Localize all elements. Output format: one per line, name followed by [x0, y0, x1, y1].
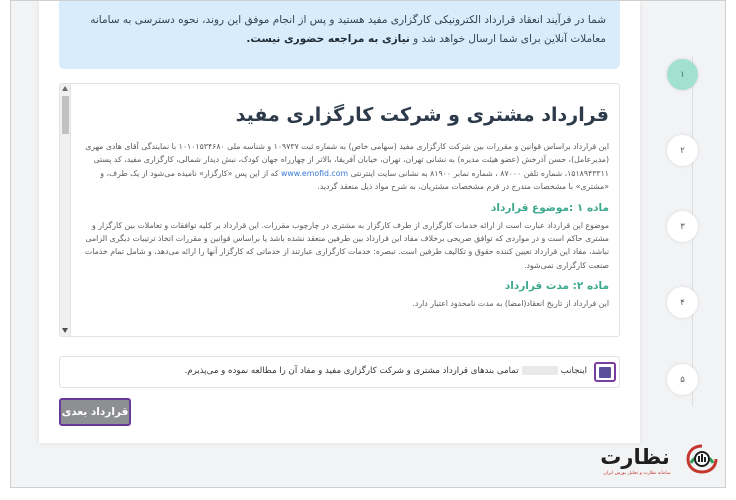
article-1-body: موضوع این قرارداد عبارت است از ارائه خدمات کارگزاری از طرف کارگزار به مشتری در چارچوب مقررات. این قرارداد بر کلیه توافقات و تعاملات بین کارگزار و مشتری حاکم است و در مواردی که توافق صریحی برخلاف مفاد این قرارداد بین طرفین منعقد نشده باشد یا براساس قوانین و مقررات اتخاذ ترتیبات دیگری الزامی نباشد، مفاد این قرارداد تعیین کننده حقوق و تکالیف طرفین است. تبصره: خدمات کارگزاری عبارتند از خدماتی که کارگزار آنها را ارائه می‌دهد، و شامل تمام خدمات صنعت کارگزاری نمی‌شود.	[84, 220, 609, 270]
notice-line-2-text: معاملات آنلاین برای شما ارسال خواهد شد و	[409, 33, 606, 45]
next-contract-button[interactable]: قرارداد بعدی	[59, 398, 131, 426]
step-2[interactable]: ۲	[667, 135, 698, 166]
article-2-body: این قرارداد از تاریخ انعقاد(امضا) به مدت نامحدود اعتبار دارد.	[412, 299, 609, 309]
contract-body	[77, 84, 609, 336]
contract-text-box[interactable]	[59, 83, 620, 337]
step-3[interactable]: ۳	[667, 211, 698, 242]
agreement-prefix: اینجانب	[560, 366, 587, 376]
article-2-title: ماده ۲: مدت قرارداد	[504, 280, 609, 293]
agreement-suffix: تمامی بندهای قرارداد مشتری و شرکت کارگزاری مفید و مفاد آن را مطالعه نموده و می‌پذیرم.	[184, 366, 519, 376]
contract-scrollbar[interactable]	[60, 84, 71, 336]
step-1[interactable]: ۱	[667, 59, 698, 90]
contract-intro-text: این قرارداد براساس قوانین و مقررات بین شرکت کارگزاری مفید (سهامی خاص) به شماره ثبت ۱۰۹۷۳۷ و شناسه ملی ۱۰۱۰۱۵۳۴۶۸۰ با نمایندگی آقای هادی مهری (مدیرعامل)، حسن آذرخش (عضو هیئت مدیره) به نشانی تهران، تهران، خیابان آفریقا، بالاتر از چهارراه جهان کودک، نبش دیدار شمالی، کارگزاری مفید، کد پستی ۱۵۱۸۹۴۳۳۱۱، شماره تلفن ۸۷۰۰۰ ، شماره نمابر ۸۱۹۰۰ به نشانی سایت اینترنتی	[85, 142, 609, 178]
logo-tagline: سامانه نظارت و تحلیل بورس ایران	[603, 471, 671, 476]
agreement-checkbox[interactable]	[594, 362, 616, 382]
step-4[interactable]: ۴	[667, 287, 698, 318]
browser-frame	[10, 0, 726, 488]
info-notice	[59, 1, 620, 69]
article-1-title: ماده ۱ :موضوع قرارداد	[490, 201, 609, 214]
contract-intro	[77, 140, 609, 194]
redacted-name	[522, 366, 558, 375]
logo-wordmark: نظارت	[600, 445, 670, 469]
notice-line-2	[73, 30, 606, 49]
scroll-down-arrow-icon[interactable]	[62, 328, 68, 333]
step-5[interactable]: ۵	[667, 364, 698, 395]
contract-intro-text-end: که از این پس «کارگزار» نامیده می‌شود از یک طرف، و «مشتری» با مشخصات مندرج در فرم مشخصات مشتریان، به شرح مواد ذیل منعقد گردید.	[100, 168, 609, 192]
checkbox-checked-icon	[599, 367, 611, 378]
agreement-text	[185, 366, 587, 376]
agreement-row	[59, 356, 620, 388]
emofid-link[interactable]: www.emofid.com	[281, 168, 349, 178]
logo-emblem-icon	[685, 443, 719, 475]
notice-line-1: شما در فرآیند انعقاد قرارداد الکترونیکی کارگزاری مفید هستید و پس از انجام موفق این روند، نحوه دسترسی به سامانه	[90, 14, 606, 26]
contract-card	[39, 1, 640, 443]
nezarat-logo	[587, 441, 726, 481]
scroll-up-arrow-icon[interactable]	[62, 86, 68, 91]
contract-title: قرارداد مشتری و شرکت کارگزاری مفید	[235, 104, 609, 126]
notice-emphasis: نیازی به مراجعه حضوری نیست.	[246, 33, 410, 45]
scroll-thumb[interactable]	[62, 96, 69, 134]
